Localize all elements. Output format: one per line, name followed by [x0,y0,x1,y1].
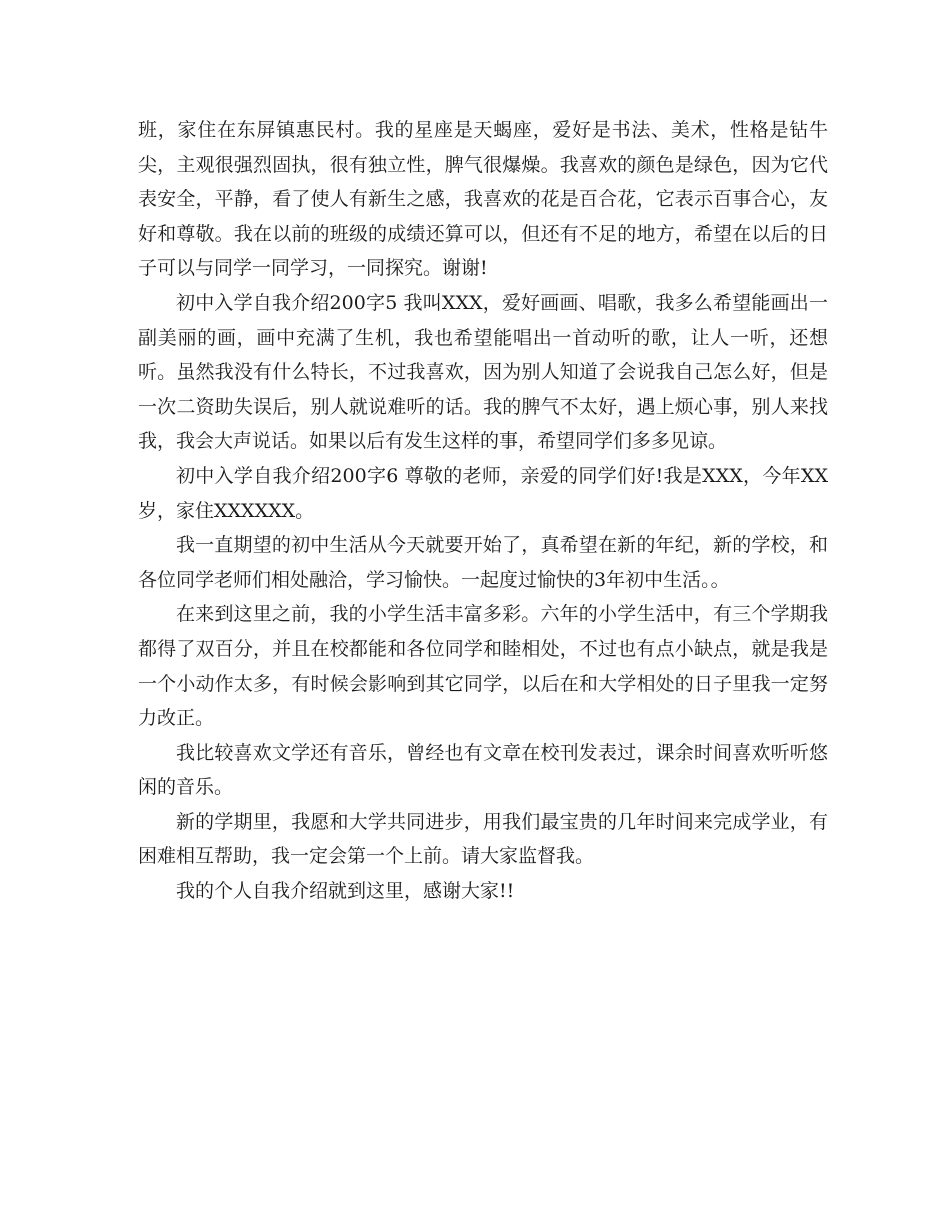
paragraph-1: 班，家住在东屏镇惠民村。我的星座是天蝎座，爱好是书法、美术，性格是钻牛尖，主观很强烈固执，很有独立性，脾气很爆燥。我喜欢的颜色是绿色，因为它代表安全，平静，看了使人有新生之感，我喜欢的花是百合花，它表示百事合心，友好和尊敬。我在以前的班级的成绩还算可以，但还有不足的地方，希望在以后的日子可以与同学一同学习，一同探究。谢谢! [138,119,828,280]
paragraph-6: 我比较喜欢文学还有音乐，曾经也有文章在校刊发表过，课余时间喜欢听听悠闲的音乐。 [138,741,828,799]
paragraph-2: 初中入学自我介绍200字5 我叫XXX，爱好画画、唱歌，我多么希望能画出一副美丽的画，画中充满了生机，我也希望能唱出一首动听的歌，让人一听，还想听。虽然我没有什么特长，不过我喜欢，因为别人知道了会说我自己怎么好，但是一次二资助失误后，别人就说难听的话。我的脾气不太好，遇上烦心事，别人来找我，我会大声说话。如果以后有发生这样的事，希望同学们多多见谅。 [138,291,828,453]
paragraph-3: 初中入学自我介绍200字6 尊敬的老师，亲爱的同学们好!我是XXX，今年XX岁，家住XXXXXX。 [138,464,828,522]
paragraph-7: 新的学期里，我愿和大学共同进步，用我们最宝贵的几年时间来完成学业，有困难相互帮助，我一定会第一个上前。请大家监督我。 [138,810,828,868]
document-body [138,113,828,909]
paragraph-8: 我的个人自我介绍就到这里，感谢大家!! [176,880,515,903]
paragraph-5: 在来到这里之前，我的小学生活丰富多彩。六年的小学生活中，有三个学期我都得了双百分，并且在校都能和各位同学和睦相处，不过也有点小缺点，就是我是一个小动作太多，有时候会影响到其它同学，以后在和大学相处的日子里我一定努力改正。 [138,603,828,730]
paragraph-4: 我一直期望的初中生活从今天就要开始了，真希望在新的年纪，新的学校，和各位同学老师们相处融洽，学习愉快。一起度过愉快的3年初中生活。。 [138,534,828,591]
